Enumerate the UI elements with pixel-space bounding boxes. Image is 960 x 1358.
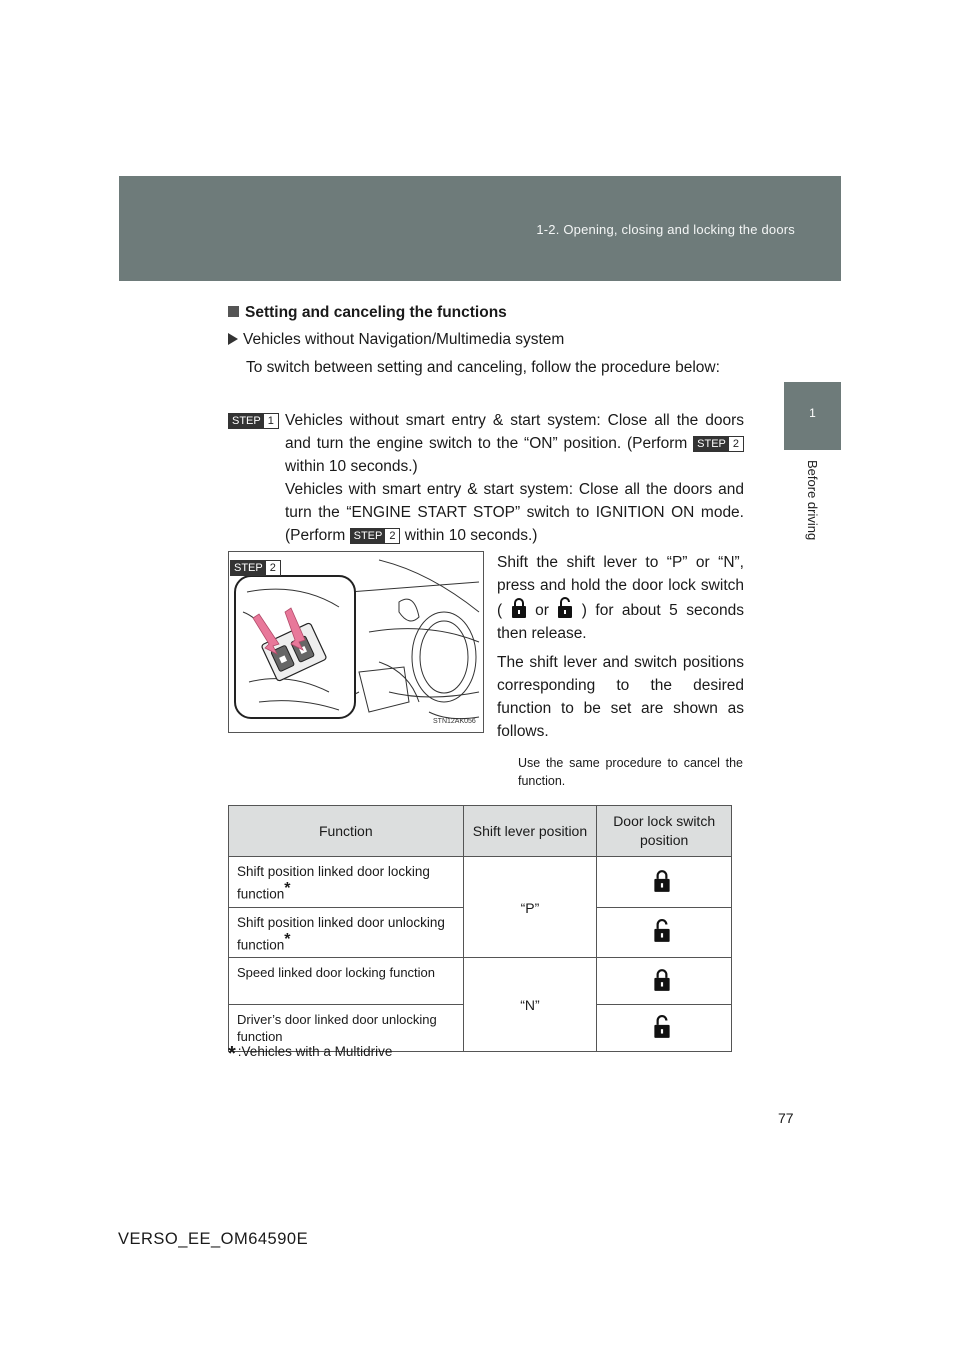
col-header-switch: Door lock switch position [597,806,732,857]
door-lock-switch-figure [228,551,484,733]
shift-cell: “P” [463,857,597,958]
switch-cell [597,958,732,1005]
step2-text-c: The shift lever and switch positions corresponding to the desired function to be set are shown as follows. [497,654,744,740]
lock-open-icon [557,597,573,619]
triangle-arrow-icon [228,333,238,345]
function-cell: Shift position linked door locking function* [229,857,464,908]
door-panel-illustration [229,552,483,732]
lock-closed-icon [653,968,671,992]
step1-text-a: Vehicles without smart entry & start system: Close all the doors and turn the engine switch to the “ON” position. (Perform STEP 2 within 10 seconds.) [285,412,744,475]
switch-cell [597,907,732,958]
lock-open-icon [653,1015,671,1039]
figure-code: STN12AK056 [433,718,476,725]
col-header-function: Function [229,806,464,857]
lock-open-icon [653,919,671,943]
col-header-shift: Shift lever position [463,806,597,857]
function-table [228,805,732,1052]
step2-ref-badge-2: STEP 2 [350,528,401,544]
subheading: Vehicles without Navigation/Multimedia system [228,331,564,349]
function-cell: Shift position linked door unlocking function* [229,907,464,958]
lock-closed-icon [653,869,671,893]
chapter-tab[interactable] [784,382,841,450]
intro-paragraph: To switch between setting and canceling, follow the procedure below: [246,359,720,376]
step2-text-a: Shift the shift lever to “P” or “N”, press and hold the door lock switch ( or ) for about 5 seconds then release. [497,554,744,642]
square-bullet-icon [228,306,239,317]
switch-cell [597,1005,732,1052]
section-heading: Setting and canceling the functions [228,304,507,322]
step1-text-b: Vehicles with smart entry & start system: Close all the doors and turn the “ENGINE START STOP” switch to IGNITION ON mode. (Perform STEP 2 within 10 seconds.) [285,481,744,544]
section-title: 1-2. Opening, closing and locking the doors [536,222,795,237]
note-text: Use the same procedure to cancel the function. [518,756,743,788]
footnote: * :Vehicles with a Multidrive [228,1043,393,1065]
table-row [229,958,732,1005]
step2-ref-badge: STEP 2 [693,436,744,452]
step2-badge: STEP 2 [230,560,281,576]
document-id: VERSO_EE_OM64590E [118,1230,309,1248]
chapter-label-container [784,460,841,580]
page-header [119,176,841,281]
switch-cell [597,857,732,908]
shift-cell: “N” [463,958,597,1052]
page-number: 77 [778,1110,794,1126]
table-row [229,857,732,908]
lock-closed-icon [511,597,527,619]
chapter-number: 1 [809,406,816,420]
step1-badge: STEP 1 [228,413,279,429]
function-cell: Driver’s door linked door unlocking function [229,1005,464,1052]
function-cell: Speed linked door locking function [229,958,464,1005]
chapter-label: Before driving [805,460,820,541]
